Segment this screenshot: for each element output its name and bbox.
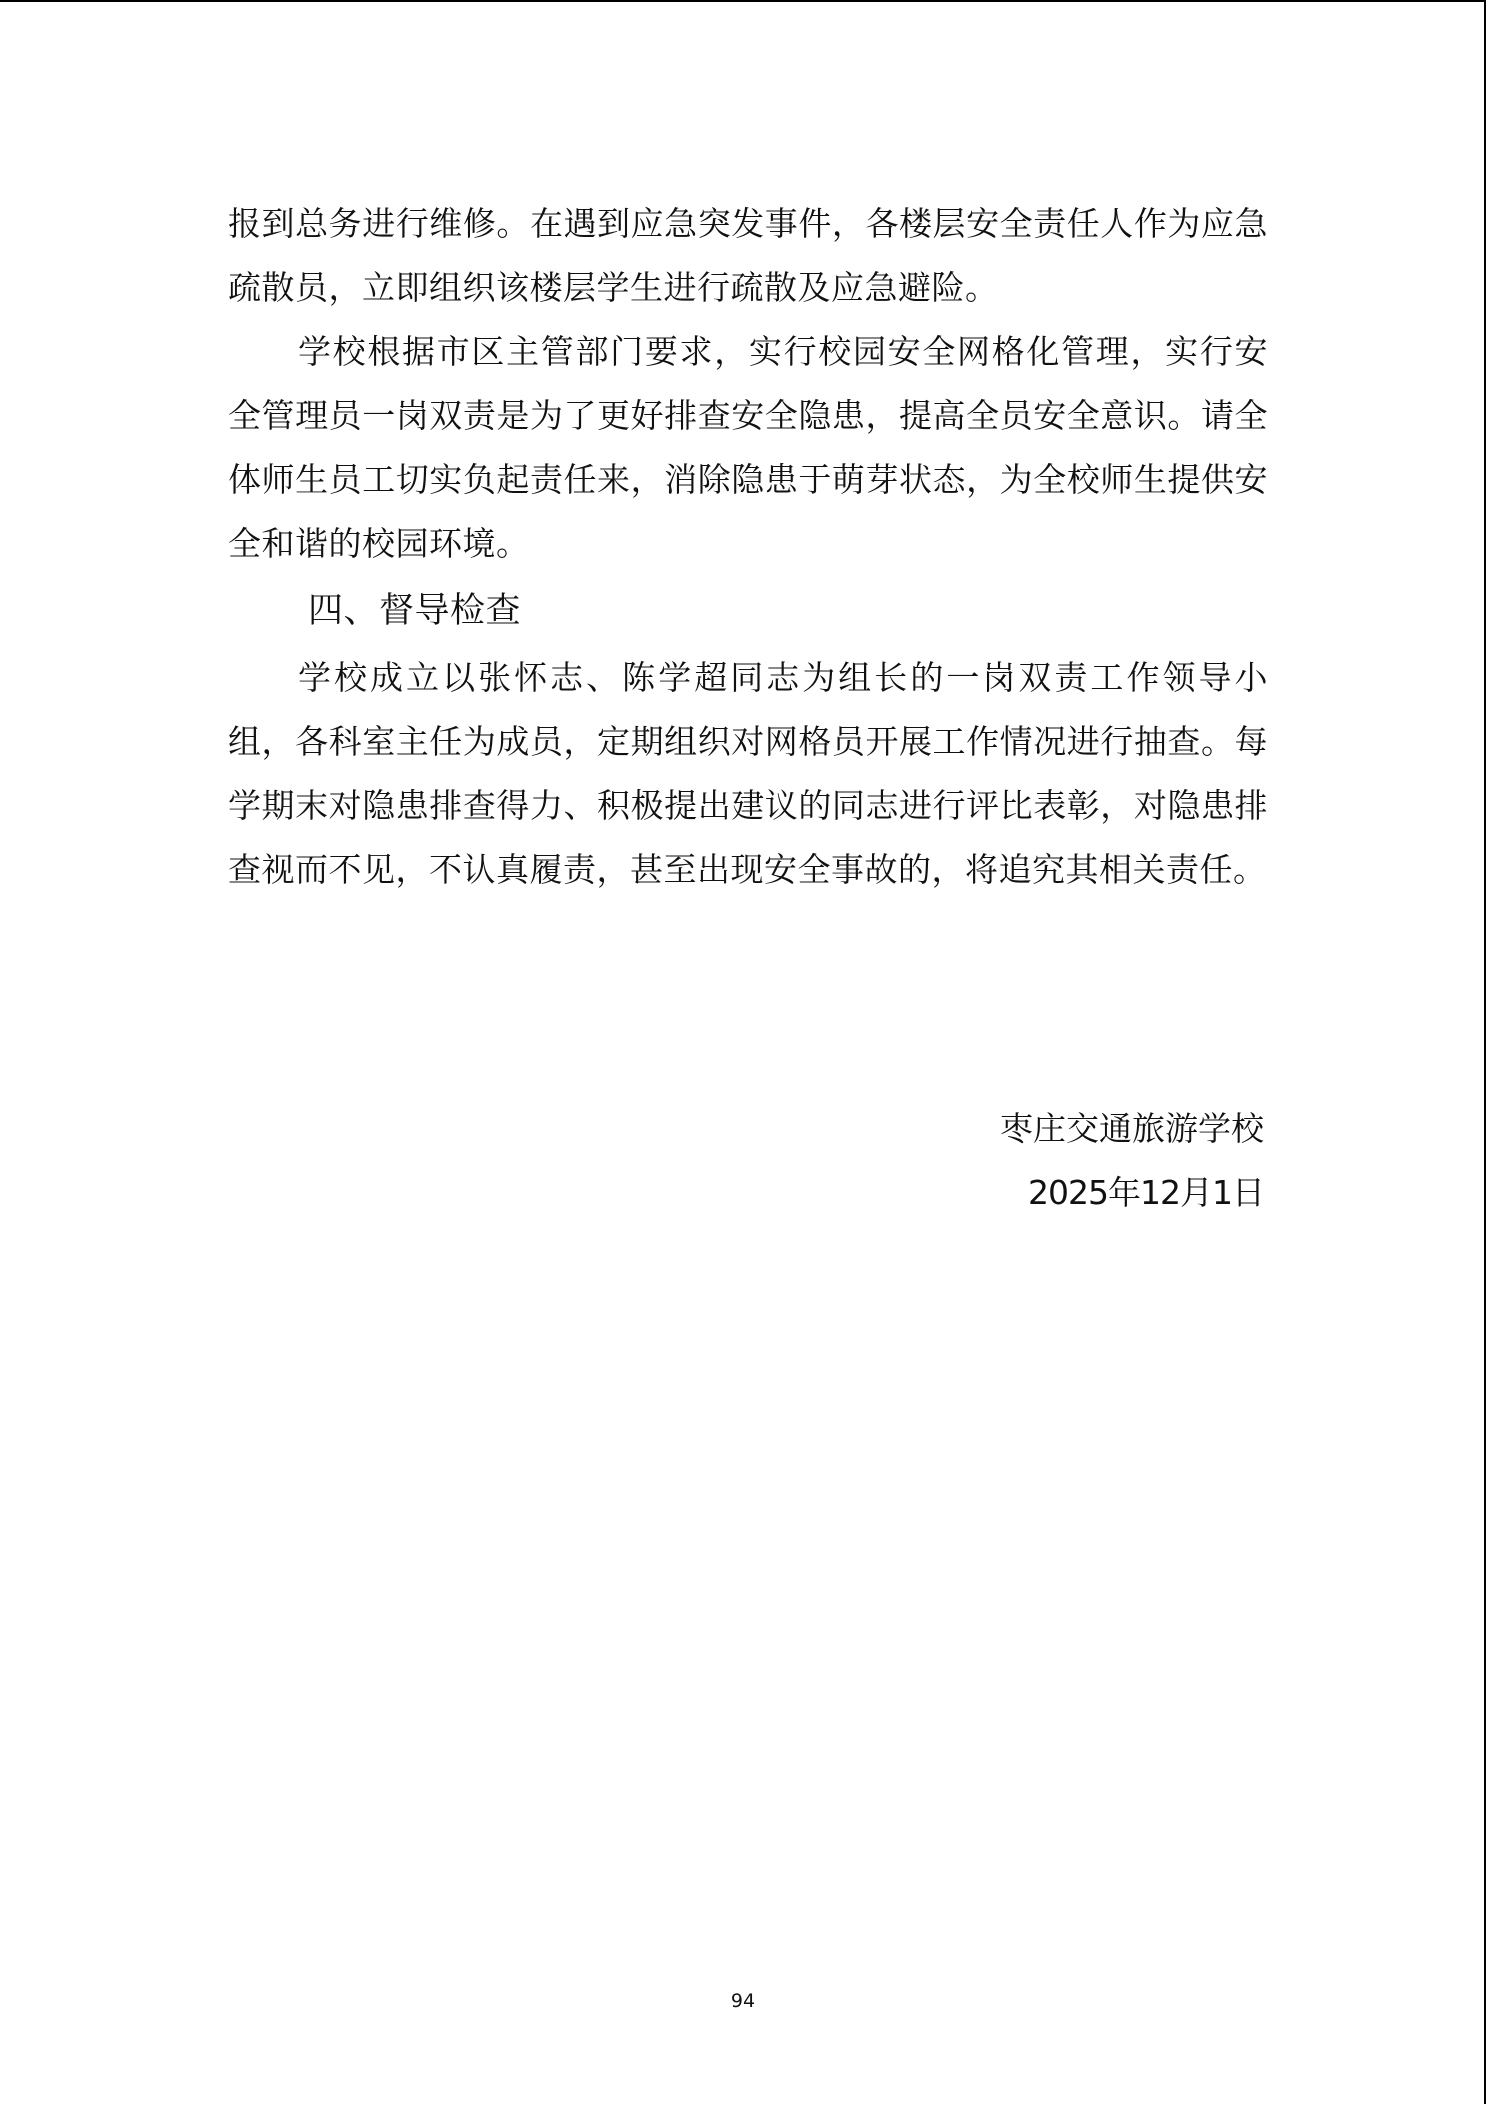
page-number: 94 <box>730 1990 756 2012</box>
document-body <box>228 192 1268 902</box>
signature-date: 2025年12月1日 <box>1028 1173 1264 1212</box>
paragraph-grid-management: 学校根据市区主管部门要求，实行校园安全网格化管理，实行安全管理员一岗双责是为了更好排查安全隐患，提高全员安全意识。请全体师生员工切实负起责任来，消除隐患于萌芽状态，为全校师生提供安全和谐的校园环境。 <box>228 332 1268 563</box>
signature-block <box>1000 1097 1264 1225</box>
section-heading-supervision: 四、督导检查 <box>308 591 522 631</box>
paragraph-supervision: 学校成立以张怀志、陈学超同志为组长的一岗双责工作领导小组，各科室主任为成员，定期组织对网格员开展工作情况进行抽查。每学期末对隐患排查得力、积极提出建议的同志进行评比表彰，对隐患排查视而不见，不认真履责，甚至出现安全事故的，将追究其相关责任。 <box>228 658 1268 889</box>
signature-organization: 枣庄交通旅游学校 <box>1000 1109 1264 1148</box>
paragraph-continuation: 报到总务进行维修。在遇到应急突发事件，各楼层安全责任人作为应急疏散员，立即组织该楼层学生进行疏散及应急避险。 <box>228 204 1268 307</box>
